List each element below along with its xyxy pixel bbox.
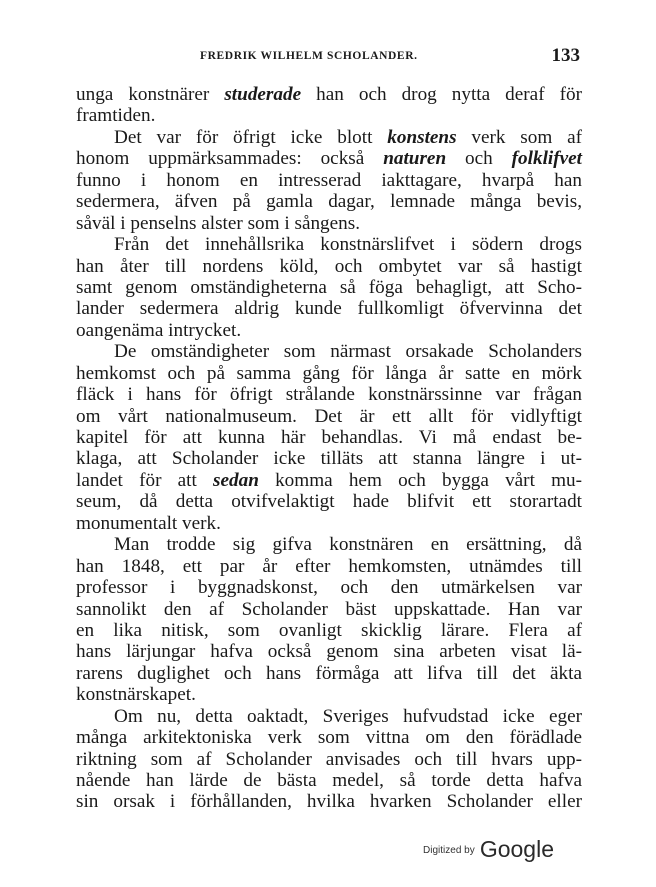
- text-segment: Man trodde sig gifva konstnären en ersättning, då: [114, 534, 582, 556]
- text-line: [76, 298, 582, 319]
- text-segment: sannolikt den af Scholander bäst uppskattade. Han var: [76, 598, 582, 620]
- text-line: [76, 170, 582, 191]
- text-segment: hemkomst och på samma gång för långa år satte en mörk: [76, 362, 582, 384]
- text-line: [76, 684, 582, 705]
- text-line: [76, 706, 582, 727]
- text-segment: monumentalt verk.: [76, 512, 221, 534]
- text-line: [76, 363, 582, 384]
- text-line: [76, 491, 582, 512]
- running-title: FREDRIK WILHELM SCHOLANDER.: [200, 50, 418, 62]
- text-line: [76, 641, 582, 662]
- text-line: [76, 577, 582, 598]
- text-segment: komma hem och bygga vårt mu-: [258, 469, 583, 491]
- text-segment: han 1848, ett par år efter hemkomsten, utnämdes till: [76, 555, 582, 577]
- text-line: [76, 791, 582, 812]
- page-number: 133: [551, 45, 580, 66]
- text-segment: funno i honom en intresserad iakttagare, hvarpå han: [76, 169, 582, 191]
- text-segment: nående han lärde de bästa medel, så torde detta hafva: [76, 770, 582, 791]
- text-segment: hans lärjungar hafva också genom sina arbeten visat lä-: [76, 641, 582, 663]
- text-segment: unga konstnärer: [76, 84, 225, 105]
- text-segment: verk som af: [456, 126, 582, 148]
- emphasized-word: konstens: [387, 126, 457, 148]
- text-segment: många arkitektoniska verk som vittna om den förädlade: [76, 727, 582, 749]
- emphasized-word: studerade: [224, 84, 302, 105]
- text-segment: professor i byggnadskonst, och den utmärkelsen var: [76, 577, 582, 599]
- text-segment: en lika nitisk, som ovanligt skicklig lärare. Flera af: [76, 619, 582, 641]
- text-segment: kapitel för att kunna här behandlas. Vi må endast be-: [76, 427, 582, 448]
- text-line: [76, 599, 582, 620]
- body-text: [76, 84, 582, 813]
- text-segment: seum, då detta otvifvelaktigt hade blifvit ett storartadt: [76, 491, 582, 513]
- text-line: [76, 663, 582, 684]
- text-line: [76, 148, 582, 169]
- text-line: [76, 256, 582, 277]
- text-line: [76, 470, 582, 491]
- digitized-by-label: Digitized by: [423, 845, 475, 856]
- text-line: [76, 406, 582, 427]
- text-segment: framtiden.: [76, 105, 156, 127]
- text-line: [76, 534, 582, 555]
- text-segment: samt genom omständigheterna så föga behagligt, att Scho-: [76, 276, 582, 298]
- text-line: [76, 384, 582, 405]
- text-segment: klaga, att Scholander icke tilläts att stanna längre i ut-: [76, 448, 582, 470]
- text-segment: såväl i penselns alster som i sångens.: [76, 212, 361, 234]
- text-line: [76, 770, 582, 791]
- text-line: [76, 513, 582, 534]
- text-line: [76, 556, 582, 577]
- emphasized-word: naturen: [383, 148, 447, 170]
- text-segment: om vårt nationalmuseum. Det är ett allt för vidlyftigt: [76, 405, 582, 427]
- text-line: [76, 127, 582, 148]
- text-segment: oangenäma intrycket.: [76, 319, 242, 341]
- text-line: [76, 427, 582, 448]
- text-segment: han åter till nordens köld, och ombytet var så hastigt: [76, 255, 582, 277]
- text-line: [76, 448, 582, 469]
- text-line: [76, 341, 582, 362]
- text-segment: Det var för öfrigt icke blott: [114, 126, 388, 148]
- text-line: [76, 234, 582, 255]
- text-segment: sin orsak i förhållanden, hvilka hvarken Scholander eller: [76, 791, 582, 813]
- digitization-watermark: [423, 836, 554, 868]
- text-segment: landet för att: [76, 469, 214, 491]
- text-line: [76, 320, 582, 341]
- emphasized-word: sedan: [213, 469, 259, 491]
- text-line: [76, 191, 582, 212]
- text-line: [76, 727, 582, 748]
- text-line: [76, 749, 582, 770]
- text-line: [76, 277, 582, 298]
- text-segment: han och drog nytta deraf för: [301, 84, 582, 105]
- text-line: [76, 620, 582, 641]
- text-line: [76, 105, 582, 126]
- text-segment: fläck i hans för öfrigt strålande konstnärssinne var frågan: [76, 384, 582, 406]
- text-segment: sedermera, äfven på gamla dagar, lemnade många bevis,: [76, 191, 582, 213]
- text-segment: Om nu, detta oaktadt, Sveriges hufvudstad icke eger: [114, 705, 582, 727]
- text-segment: honom uppmärksammades: också: [76, 148, 384, 170]
- text-segment: rarens duglighet och hans förmåga att lifva till det äkta: [76, 662, 582, 684]
- text-segment: konstnärskapet.: [76, 684, 196, 706]
- text-segment: och: [446, 148, 512, 170]
- text-segment: De omständigheter som närmast orsakade Scholanders: [114, 341, 582, 363]
- text-segment: Från det innehållsrika konstnärslifvet i södern drogs: [114, 234, 582, 256]
- text-line: [76, 84, 582, 105]
- running-head: [78, 47, 582, 67]
- google-wordmark: Google: [479, 836, 554, 862]
- text-line: [76, 213, 582, 234]
- emphasized-word: folklifvet: [511, 148, 582, 170]
- text-segment: riktning som af Scholander anvisades och till hvars upp-: [76, 748, 582, 770]
- text-segment: lander sedermera aldrig kunde fullkomligt öfvervinna det: [76, 298, 582, 320]
